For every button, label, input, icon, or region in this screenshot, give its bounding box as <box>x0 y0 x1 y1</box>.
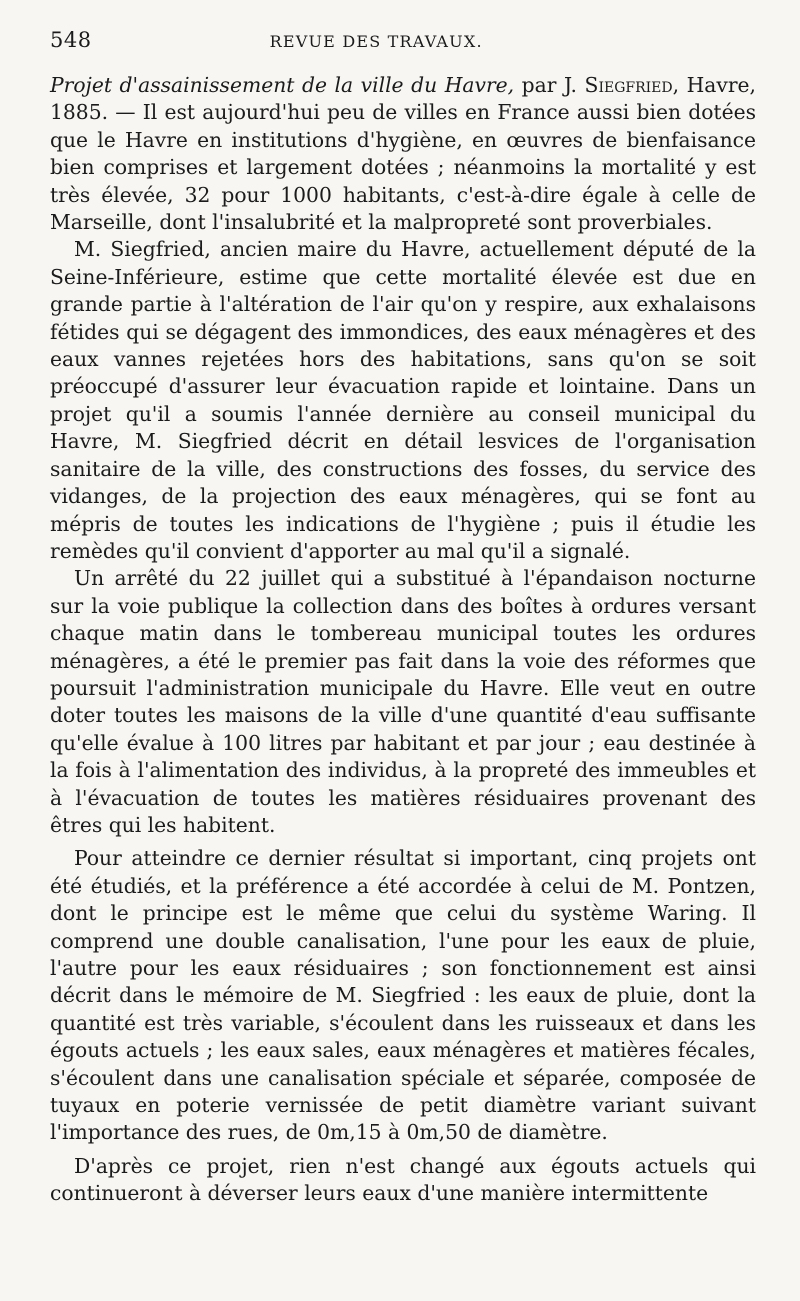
article-title: Projet d'assainissement de la ville du Havre, <box>50 73 515 97</box>
article-byline: par J. <box>514 73 585 97</box>
running-head: REVUE DES TRAVAUX. <box>269 32 483 51</box>
article-lead-paragraph <box>50 72 756 236</box>
article-lead: , Havre, 1885. — Il est aujourd'hui peu de villes en France aussi bien dotées que le Havre en institutions d'hygiène, en œuvres de bienfaisance bien comprises et largement dotées ; néanmoins la mortalité y est très élevée, 32 pour 1000 habitants, c'est-à-dire égale à celle de Marseille, dont l'insalubrité et la malpropreté sont proverbiales. <box>50 73 756 235</box>
article-author: Siegfried <box>584 73 673 97</box>
paragraph-arrete-juillet: Un arrêté du 22 juillet qui a substitué à l'épandaison nocturne sur la voie publique la collection dans des boîtes à ordures versant chaque matin dans le tombereau municipal toutes les ordures ménagères, a été le premier pas fait dans la voie des réformes que poursuit l'administration municipale du Havre. Elle veut en outre doter toutes les maisons de la ville d'une quantité d'eau suffisante qu'elle évalue à 100 litres par habitant et par jour ; eau destinée à la fois à l'alimentation des individus, à la propreté des immeubles et à l'évacuation de toutes les matières résiduaires provenant des êtres qui les habitent. <box>50 566 756 837</box>
paragraph-siegfried-estimate: M. Siegfried, ancien maire du Havre, actuellement député de la Seine-Inférieure, estime que cette mortalité élevée est due en grande partie à l'altération de l'air qu'on y respire, aux exhalaisons fétides qui se dégagent des immondices, des eaux ménagères et des eaux vannes rejetées hors des habitations, sans qu'on se soit préoccupé d'assurer leur évacuation rapide et lointaine. Dans un projet qu'il a soumis l'année dernière au conseil municipal du Havre, M. Siegfried décrit en détail lesvices de l'organisation sanitaire de la ville, des constructions des fosses, du service des vidanges, de la projection des eaux ménagères, qui se font au mépris de toutes les indications de l'hygiène ; puis il étudie les remèdes qu'il convient d'apporter au mal qu'il a signalé. <box>50 237 756 563</box>
paragraph-egouts-actuels: D'après ce projet, rien n'est changé aux égouts actuels qui continueront à déverser leurs eaux d'une manière intermittente <box>50 1153 756 1206</box>
article-body <box>50 72 756 1208</box>
page-number: 548 <box>50 28 92 52</box>
page-header <box>50 28 756 68</box>
paragraph-projets-etudies: Pour atteindre ce dernier résultat si important, cinq projets ont été étudiés, et la préférence a été accordée à celui de M. Pontzen, dont le principe est le même que celui du système Waring. Il comprend une double canalisation, l'une pour les eaux de pluie, l'autre pour les eaux résiduaires ; son fonctionnement est ainsi décrit dans le mémoire de M. Siegfried : les eaux de pluie, dont la quantité est très variable, s'écoulent dans les ruisseaux et dans les égouts actuels ; les eaux sales, eaux ménagères et matières fécales, s'écoulent dans une canalisation spéciale et séparée, composée de tuyaux en poterie vernissée de petit diamètre variant suivant l'importance des rues, de 0m,15 à 0m,50 de diamètre. <box>50 846 756 1145</box>
